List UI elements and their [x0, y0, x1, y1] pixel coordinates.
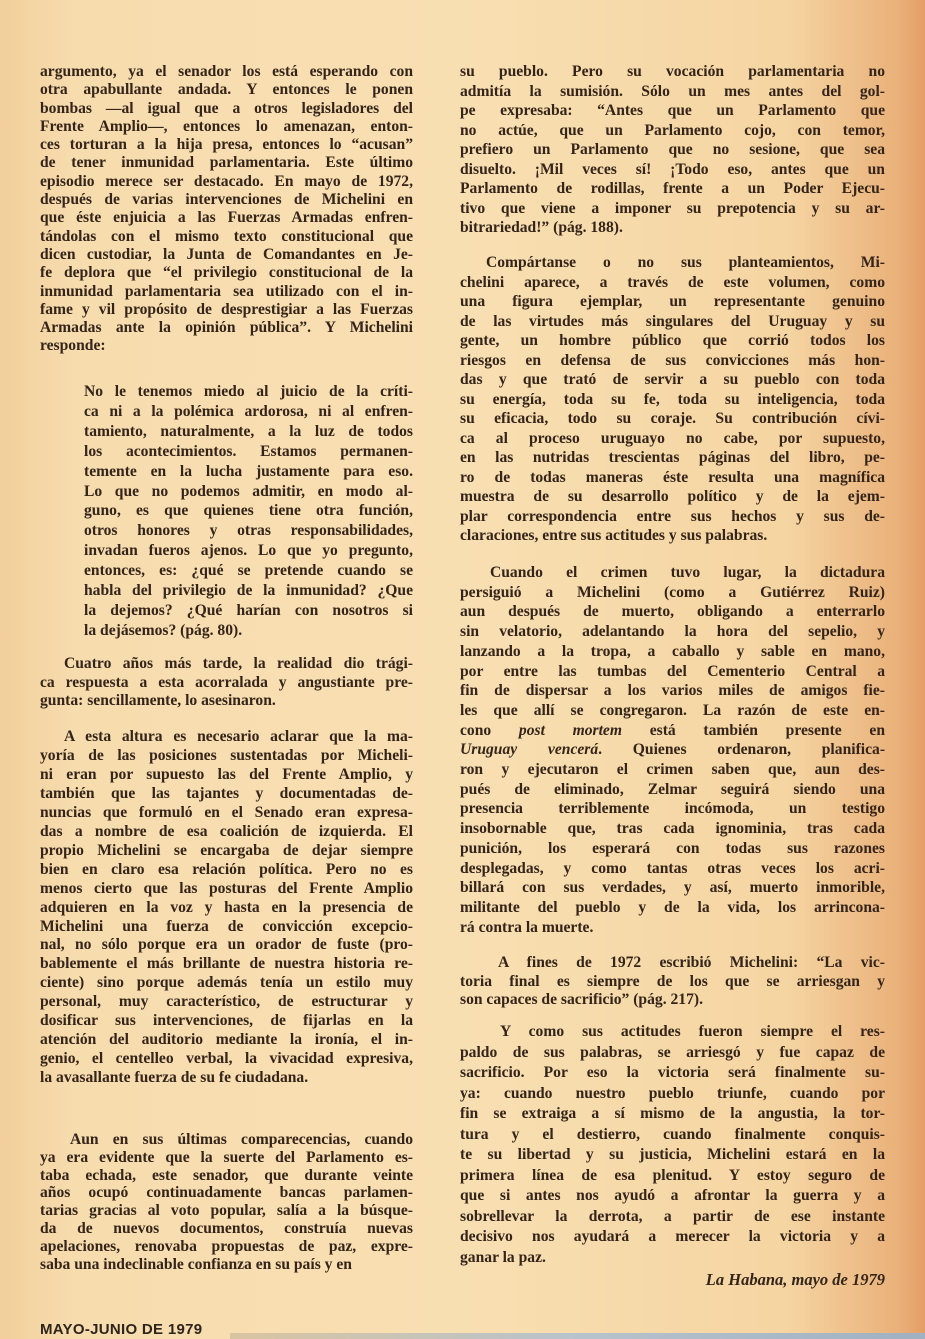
text-line: ganar la paz.: [460, 1248, 546, 1266]
paragraph: [460, 1022, 885, 1268]
text-line: prefiero un Parlamento que no sesione, que sea: [460, 141, 885, 158]
text-line: admitía la sumisión. Sólo un mes antes del gol-: [460, 82, 885, 100]
text-line: saba una indeclinable confianza en su país y en: [40, 1255, 352, 1273]
text-line: su energía, toda su fe, toda su inteligencia, toda: [460, 390, 885, 408]
text-line: militante del pueblo y de la vida, los arrincona-: [460, 898, 885, 916]
text-line: [460, 740, 885, 760]
text-line: toria final es siempre de los que se arriesgan y: [460, 972, 885, 990]
text-line: tura y el destierro, cuando finalmente conquis-: [460, 1125, 885, 1143]
text-line: Lo que no podemos admitir, en modo al-: [84, 482, 413, 500]
italic-title: post mortem: [518, 721, 622, 739]
text-line: bitrariedad!” (pág. 188).: [460, 219, 623, 236]
text-line: pués de eliminado, Zelmar seguirá siendo una: [460, 780, 885, 798]
text-line: Cuatro años más tarde, la realidad dio trági-: [64, 655, 413, 672]
text-line: atención del auditorio mediante la ironía, el in-: [40, 1031, 413, 1049]
text-line: gunta: sencillamente, lo asesinaron.: [40, 692, 276, 709]
text-line: yoría de las posiciones sustentadas por Micheli-: [40, 746, 413, 764]
text-line: tarias gracias al voto popular, salía a la búsque-: [40, 1202, 413, 1220]
text-line: ca respuesta a esta acorralada y angustiante pre-: [40, 673, 413, 691]
text-line: sacrificio. Por eso la victoria será finalmente su-: [460, 1064, 885, 1081]
paragraph: [460, 62, 885, 238]
text-line: da de nuevos documentos, construía nuevas: [40, 1219, 413, 1237]
text-line: presencia terriblemente incómoda, un testigo: [460, 800, 885, 818]
text-segment: está también presente en: [622, 721, 885, 739]
text-line: rá contra la muerte.: [460, 918, 594, 936]
text-line: primera línea de esa plenitud. Y estoy seguro de: [460, 1166, 885, 1184]
text-line: de las virtudes más singulares del Uruguay y su: [460, 312, 885, 330]
text-line: gente, un hombre público que corrió todos los: [460, 332, 885, 349]
text-line: A esta altura es necesario aclarar que la ma-: [64, 728, 413, 745]
text-line: inmunidad parlamentaria sea utilizado con el in-: [40, 282, 413, 300]
text-line: Cuando el crimen tuvo lugar, la dictadura: [490, 564, 885, 581]
text-line: te su libertad y su justicia, Michelini estará en la: [460, 1146, 885, 1163]
text-line: nal, no sólo porque era un orador de fuste (pro-: [40, 936, 413, 954]
text-line: insobornable que, tras cada ignominia, tras cada: [460, 820, 885, 838]
text-line: bombas —al igual que a otros legisladores del: [40, 99, 413, 117]
text-line: invadan fueros ajenos. Lo que yo pregunto,: [84, 542, 413, 560]
text-line: desplegadas, y como tantas otras veces los acri-: [460, 859, 885, 877]
text-line: das a nombre de esa coalición de izquierda. El: [40, 822, 413, 840]
text-line: tándolas con el mismo texto constitucional que: [40, 227, 413, 245]
text-line: apelaciones, renovaba propuestas de paz, expre-: [40, 1237, 413, 1255]
text-line: billará con sus verdades, y así, muerto inmorible,: [460, 879, 885, 897]
text-line: Michelini una fuerza de convicción excepcio-: [40, 917, 413, 935]
scan-edge: [230, 1333, 925, 1339]
text-line: dicen custodiar, la Junta de Comandantes en Je-: [40, 245, 413, 263]
text-line: claraciones, entre sus actitudes y sus palabras.: [460, 527, 768, 544]
text-line: después de varias intervenciones de Michelini en: [40, 191, 413, 209]
block-quote: [84, 382, 413, 641]
text-line: tivo que viene a imponer su prepotencia y su ar-: [460, 199, 885, 217]
text-line: ces torturan a la hija presa, entonces lo “acusan”: [40, 136, 413, 154]
text-line: fin de dispersar a los varios miles de amigos fie-: [460, 682, 885, 700]
text-line: nuncias que formuló en el Senado eran expresa-: [40, 803, 413, 821]
signature-dateline: La Habana, mayo de 1979: [705, 1270, 885, 1289]
text-line: taba echada, este senador, que durante veinte: [40, 1166, 413, 1184]
text-line: personal, muy característico, de estructurar y: [40, 993, 413, 1011]
text-line: A fines de 1972 escribió Michelini: “La vic-: [498, 954, 885, 971]
text-line: riesgos en defensa de sus convicciones más hon-: [460, 351, 885, 369]
paragraph: [40, 1131, 413, 1273]
paragraph: [40, 655, 413, 711]
text-line: responde:: [40, 337, 106, 355]
text-line: bien en claro esa relación política. Pero no es: [40, 860, 413, 878]
text-line: otros honores y otras responsabilidades,: [84, 522, 413, 540]
text-line: adquieren en la voz y hasta en la presencia de: [40, 898, 413, 916]
text-line: plar correspondencia entre sus hechos y sus de-: [460, 507, 885, 525]
text-line: bablemente el más brillante de nuestra historia re-: [40, 955, 413, 973]
text-line: persiguió a Michelini (como a Gutiérrez Ruiz): [460, 583, 885, 601]
text-line: propio Michelini se encargaba de dejar siempre: [40, 841, 413, 859]
paragraph: [40, 63, 413, 356]
text-line: sobrellevar la derrota, a partir de ese instante: [460, 1207, 885, 1225]
text-line: otra apabullante andada. Y entonces le ponen: [40, 81, 413, 99]
paragraph: [460, 253, 885, 546]
text-line: Y como sus actitudes fueron siempre el res-: [500, 1023, 885, 1040]
text-line: Frente Amplio—, entonces lo amenazan, enton-: [40, 117, 413, 135]
text-line: Aun en sus últimas comparecencias, cuando: [70, 1131, 413, 1148]
text-line: en las nutridas trescientas páginas del libro, pe-: [460, 449, 885, 466]
text-line: Compártanse o no sus planteamientos, Mi-: [486, 254, 885, 271]
text-line: ni eran por supuesto las del Frente Amplio, y: [40, 765, 413, 783]
text-line: ya: cuando nuestro pueblo triunfe, cuando por: [460, 1084, 885, 1102]
text-line: no actúe, que un Parlamento cojo, con temor,: [460, 121, 885, 139]
text-line: fame y vil propósito de desprestigiar a las Fuerzas: [40, 300, 413, 318]
text-line: guno, es que quienes tiene otra función,: [84, 502, 413, 520]
text-line: la dejásemos? (pág. 80).: [84, 621, 243, 639]
text-line: muestra de su desarrollo político y de la ejem-: [460, 488, 885, 505]
text-line: habla del privilegio de la inmunidad? ¿Que: [84, 582, 413, 600]
paragraph: [40, 728, 413, 1088]
text-line: punición, los esperará con todas sus razones: [460, 839, 885, 857]
text-line: por entre las tumbas del Cementerio Central a: [460, 662, 885, 680]
text-line: su pueblo. Pero su vocación parlamentaria no: [460, 63, 885, 80]
text-segment: . Quienes ordenaron, planifica-: [598, 741, 886, 759]
page-footer: MAYO-JUNIO DE 1979: [40, 1321, 203, 1338]
text-line: aun después de muerto, obligando a enterrarlo: [460, 603, 885, 621]
text-line: das y que trató de servir a su pueblo con toda: [460, 371, 885, 388]
text-line: entonces, es: ¿qué se pretende cuando se: [84, 562, 413, 580]
text-line: que éste enjuicia a las Fuerzas Armadas enfren-: [40, 209, 413, 227]
text-line: ron y ejecutaron el crimen saben que, aun des-: [460, 761, 885, 779]
text-line: No le tenemos miedo al juicio de la críti-: [84, 383, 413, 400]
text-line: la dejemos? ¿Qué harían con nosotros si: [84, 601, 413, 619]
text-line: Parlamento de rodillas, frente a un Poder Ejecu-: [460, 180, 885, 197]
text-line: episodio merece ser destacado. En mayo de 1972,: [40, 172, 413, 190]
text-line: menos cierto que las posturas del Frente Amplio: [40, 879, 413, 897]
text-line: decisivo nos ayudará a merecer la victoria y a: [460, 1228, 885, 1245]
text-line: ro de todas maneras éste resulta una magnífica: [460, 468, 885, 486]
text-line: ca ni a la polémica ardorosa, ni al enfren-: [84, 402, 413, 420]
text-line: genio, el centelleo verbal, la vivacidad expresiva,: [40, 1050, 413, 1068]
italic-title: Uruguay vencerá: [460, 741, 599, 759]
text-line: dosificar sus intervenciones, de fijarlas en la: [40, 1012, 413, 1030]
paragraph: [460, 954, 885, 1010]
text-line: lanzando a la tropa, a caballo y sable en mano,: [460, 642, 885, 660]
text-line: que si antes nos ayudó a afrontar la guerra y a: [460, 1187, 885, 1204]
text-line: [460, 721, 885, 741]
text-line: son capaces de sacrificio” (pág. 217).: [460, 991, 703, 1008]
text-line: fe deplora que “el privilegio constitucional de la: [40, 264, 413, 282]
paragraph: [460, 563, 885, 937]
text-line: fin se extraiga a sí mismo de la angustia, la tor-: [460, 1105, 885, 1122]
text-line: argumento, ya el senador los está esperando con: [40, 63, 413, 80]
text-line: paldo de sus palabras, se arriesgó y fue capaz de: [460, 1043, 885, 1061]
text-line: su eficacia, todo su coraje. Su contribución cívi-: [460, 410, 885, 427]
text-line: una figura ejemplar, un representante genuino: [460, 293, 885, 310]
text-line: años ocupó continuadamente bancas parlamen-: [40, 1184, 413, 1202]
text-line: ciente) sino porque además tenía un estilo muy: [40, 974, 413, 992]
text-line: disuelto. ¡Mil veces sí! ¡Todo eso, antes que un: [460, 160, 885, 178]
text-line: Armadas ante la opinión pública”. Y Michelini: [40, 319, 413, 337]
text-line: ya era evidente que la suerte del Parlamento es-: [40, 1148, 413, 1166]
text-line: pe expresaba: “Antes que un Parlamento que: [460, 102, 885, 119]
text-line: les que allí se congregaron. La razón de este en-: [460, 701, 885, 719]
text-line: ca al proceso uruguayo no cabe, por supuesto,: [460, 429, 885, 447]
text-line: sin velatorio, adelantando la hora del sepelio, y: [460, 623, 885, 641]
text-line: también que las tajantes y documentadas de-: [40, 784, 413, 802]
text-line: chelini aparece, a través de este volumen, como: [460, 273, 885, 291]
text-line: de tener inmunidad parlamentaria. Este último: [40, 154, 413, 172]
text-line: tamiento, naturalmente, a la luz de todos: [84, 422, 413, 440]
text-line: los acontecimientos. Estamos permanen-: [84, 442, 413, 460]
text-line: la avasallante fuerza de su fe ciudadana.: [40, 1069, 309, 1087]
text-segment: cono: [460, 721, 519, 739]
text-line: temente en la lucha justamente para eso.: [84, 462, 413, 480]
